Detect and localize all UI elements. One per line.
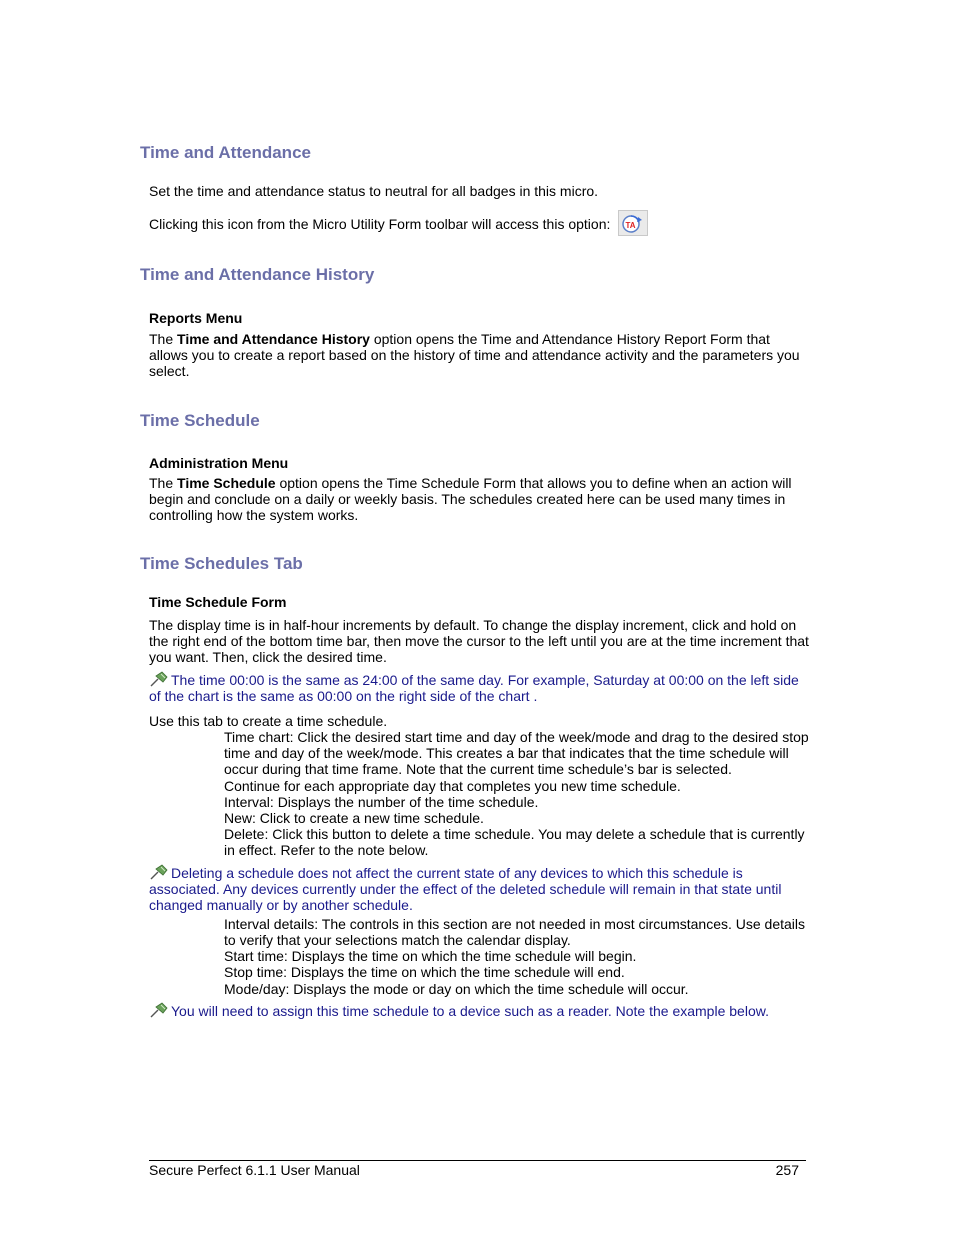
heading-time-schedules-tab: Time Schedules Tab [140, 554, 303, 573]
new-text: New: Click to create a new time schedule. [224, 810, 484, 826]
tst-display-paragraph: The display time is in half-hour increments by default. To change the display increment, click and hold on the right end of the bottom time bar, then move the cursor to the left until you are at the time increment that you want. Then, click the desired time. [149, 617, 809, 666]
heading-time-and-attendance: Time and Attendance [140, 143, 311, 162]
note-midnight [149, 671, 809, 704]
time-attendance-icon [618, 210, 648, 236]
footer-title: Secure Perfect 6.1.1 User Manual [149, 1162, 360, 1178]
continue-text: Continue for each appropriate day that completes you new time schedule. [224, 778, 681, 794]
use-tab-text: Use this tab to create a time schedule. [149, 713, 388, 729]
note-deleting-text: Deleting a schedule does not affect the current state of any devices to which this schedule is associated. Any devices currently under the effect of the deleted schedule will remain in that state until changed manually or by another schedule. [149, 865, 782, 914]
pushpin-note-icon [149, 671, 169, 687]
pushpin-note-icon [149, 1002, 169, 1018]
heading-time-schedule: Time Schedule [140, 411, 260, 430]
heading-time-and-attendance-history: Time and Attendance History [140, 265, 375, 284]
interval-text: Interval: Displays the number of the time schedule. [224, 794, 539, 810]
note-assign-text: You will need to assign this time schedule to a device such as a reader. Note the example below. [171, 1003, 769, 1019]
tah-text-post: option opens the Time and Attendance History Report Form that allows you to create a report based on the history of time and attendance activity and the parameters you select. [149, 331, 800, 380]
ts-text-post: option opens the Time Schedule Form that allows you to define when an action will begin and conclude on a daily or weekly basis. The schedules created here can be used many times in controlling how the system works. [149, 475, 792, 524]
mode-day-text: Mode/day: Displays the mode or day on which the time schedule will occur. [224, 981, 689, 997]
note-midnight-text: The time 00:00 is the same as 24:00 of the same day. For example, Saturday at 00:00 on the left side of the chart is the same as 00:00 on the right side of the chart . [149, 672, 799, 705]
ts-paragraph [149, 475, 809, 524]
footer-divider [149, 1160, 806, 1161]
administration-menu-label: Administration Menu [149, 455, 289, 471]
tah-text-pre: The [149, 331, 178, 347]
tah-option-name: Time and Attendance History [177, 331, 370, 347]
page-number: 257 [775, 1162, 799, 1178]
interval-details-text: Interval details: The controls in this section are not needed in most circumstances. Use details to verify that your selections match the calendar display. [224, 916, 806, 949]
svg-text:TA: TA [625, 221, 636, 230]
stop-time-text: Stop time: Displays the time on which the time schedule will end. [224, 964, 625, 980]
note-deleting [149, 864, 809, 914]
ts-text-pre: The [149, 475, 178, 491]
ta-toolbar-text: Clicking this icon from the Micro Utility Form toolbar will access this option: [149, 216, 611, 232]
start-time-text: Start time: Displays the time on which the time schedule will begin. [224, 948, 637, 964]
reports-menu-label: Reports Menu [149, 310, 243, 326]
note-assign [149, 1002, 809, 1019]
time-chart-text: Time chart: Click the desired start time and day of the week/mode and drag to the desired stop time and day of the week/mode. This creates a bar that indicates that the time schedule will occur during that time frame. Note that the current time schedule’s bar is selected. [224, 729, 809, 778]
pushpin-note-icon [149, 864, 169, 880]
delete-text: Delete: Click this button to delete a time schedule. You may delete a schedule that is currently in effect. Refer to the note below. [224, 826, 805, 859]
ta-description: Set the time and attendance status to neutral for all badges in this micro. [149, 183, 599, 199]
ta-toolbar-paragraph [149, 210, 809, 236]
time-schedule-form-label: Time Schedule Form [149, 594, 287, 610]
tah-paragraph [149, 331, 809, 380]
ts-option-name: Time Schedule [177, 475, 276, 491]
